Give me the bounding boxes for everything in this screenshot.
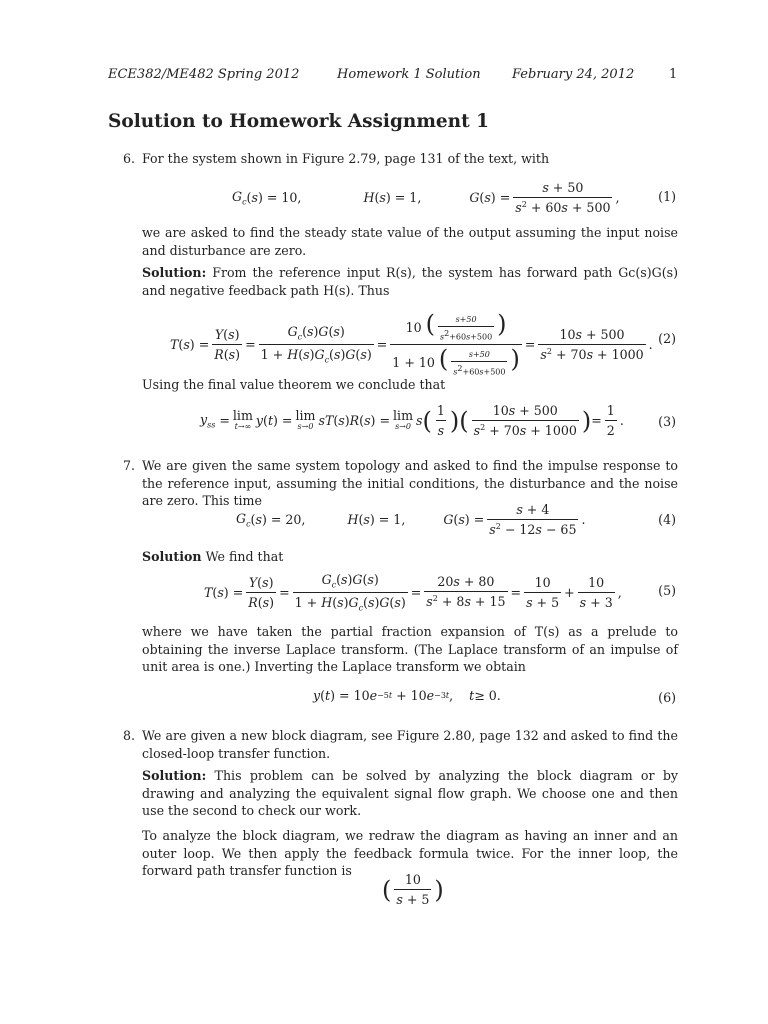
equation-number-4: (4) bbox=[658, 512, 676, 527]
equation-number-6: (6) bbox=[658, 690, 676, 705]
problem-6-solution bbox=[142, 264, 678, 299]
problem-6-number: 6. bbox=[123, 151, 136, 166]
problem-7-intro: We are given the same system topology and asked to find the impulse response to the reference input, assuming the initial conditions, the disturbance and the noise are zero. This time bbox=[142, 458, 678, 509]
header-doc: Homework 1 Solution bbox=[337, 67, 481, 82]
problem-8-intro: We are given a new block diagram, see Figure 2.80, page 132 and asked to find the closed-loop transfer function. bbox=[142, 728, 678, 761]
equation-number-1: (1) bbox=[658, 189, 676, 204]
problem-7-number: 7. bbox=[123, 458, 136, 473]
solution-text: This problem can be solved by analyzing the block diagram or by drawing and analyzing the equivalent signal flow graph. We choose one and then use the second to check our work. bbox=[142, 768, 678, 819]
equation-4: $G_c$ ( s ) = 20, H ( s ) = 1, G ( s ) = $\frac{s + 4}{s^2 - 12s - 65}$ . bbox=[236, 502, 586, 538]
problem-8-solution bbox=[142, 767, 678, 820]
solution-text: From the reference input R(s), the system has forward path Gc(s)G(s) and negative feedback path H(s). Thus bbox=[142, 265, 678, 298]
problem-7-explanation: where we have taken the partial fraction expansion of T(s) as a prelude to obtaining the inverse Laplace transform. (The Laplace transform of an impulse of unit area is one.) Inverting the Laplace transform we obtain bbox=[142, 624, 678, 675]
header-page: 1 bbox=[669, 67, 678, 82]
equation-6: y ( t ) = 10 e −5t + 10 e −3t , t ≥ 0. bbox=[313, 688, 501, 703]
solution-label: Solution: bbox=[142, 768, 207, 783]
problem-6-question: we are asked to find the steady state value of the output assuming the input noise and disturbance are zero. bbox=[142, 225, 678, 258]
solution-label: Solution: bbox=[142, 265, 207, 280]
equation-number-3: (3) bbox=[658, 414, 676, 429]
equation-2: T ( s ) = $\frac{Y(s)}{R(s)}$ = $\frac{G_c(s)G(s)}{1 + H(s)G_c(s)G(s)}$ = 10 ( $\frac{s+50}{s^2+60s+500}$ ) 1 + 10 ( $\frac{s+50}{s^2+60s+500}$ ) = $\frac{10s + 500}{s^2 + 70s + 1000}$ . bbox=[170, 310, 653, 377]
equation-5: T ( s ) = $\frac{Y(s)}{R(s)}$ = $\frac{G_c(s)G(s)}{1 + H(s)G_c(s)G(s)}$ = $\frac{20s + 80}{s^2 + 8s + 15}$ = $\frac{10}{s + 5}$ + $\frac{10}{s + 3}$ , bbox=[204, 572, 622, 613]
equation-number-5: (5) bbox=[658, 583, 676, 598]
problem-7-solution bbox=[142, 548, 283, 566]
header-course: ECE382/ME482 Spring 2012 bbox=[108, 67, 300, 82]
equation-number-2: (2) bbox=[658, 331, 676, 346]
problem-6-fvt: Using the final value theorem we conclude that bbox=[142, 377, 446, 392]
problem-6-intro: For the system shown in Figure 2.79, page 131 of the text, with bbox=[142, 151, 550, 166]
problem-8-number: 8. bbox=[123, 728, 136, 743]
solution-text: We find that bbox=[201, 549, 284, 564]
equation-3: $y_{ss}$ = lim t→∞ y ( t ) = lim s→0 sT ( s ) R ( s ) = lim s→0 s ( $\frac{1}{s}$ ) ( $\frac{10s + 500}{s^2 + 70s + 1000}$ ) = $\frac{1}{2}$ . bbox=[200, 403, 624, 439]
problem-8-analysis: To analyze the block diagram, we redraw the diagram as having an inner and an outer loop. We then apply the feedback formula twice. For the inner loop, the forward path transfer function is bbox=[142, 828, 678, 879]
equation-1: $G_c$ ( s ) = 10, H ( s ) = 1, G ( s ) = $\frac{s + 50}{s^2 + 60s + 500}$ , bbox=[232, 180, 620, 216]
page-title: Solution to Homework Assignment 1 bbox=[108, 111, 489, 132]
solution-label: Solution bbox=[142, 549, 202, 564]
header-date: February 24, 2012 bbox=[512, 67, 635, 82]
equation-inner-forward: ( $\frac{10}{s + 5}$ ) bbox=[382, 872, 444, 907]
